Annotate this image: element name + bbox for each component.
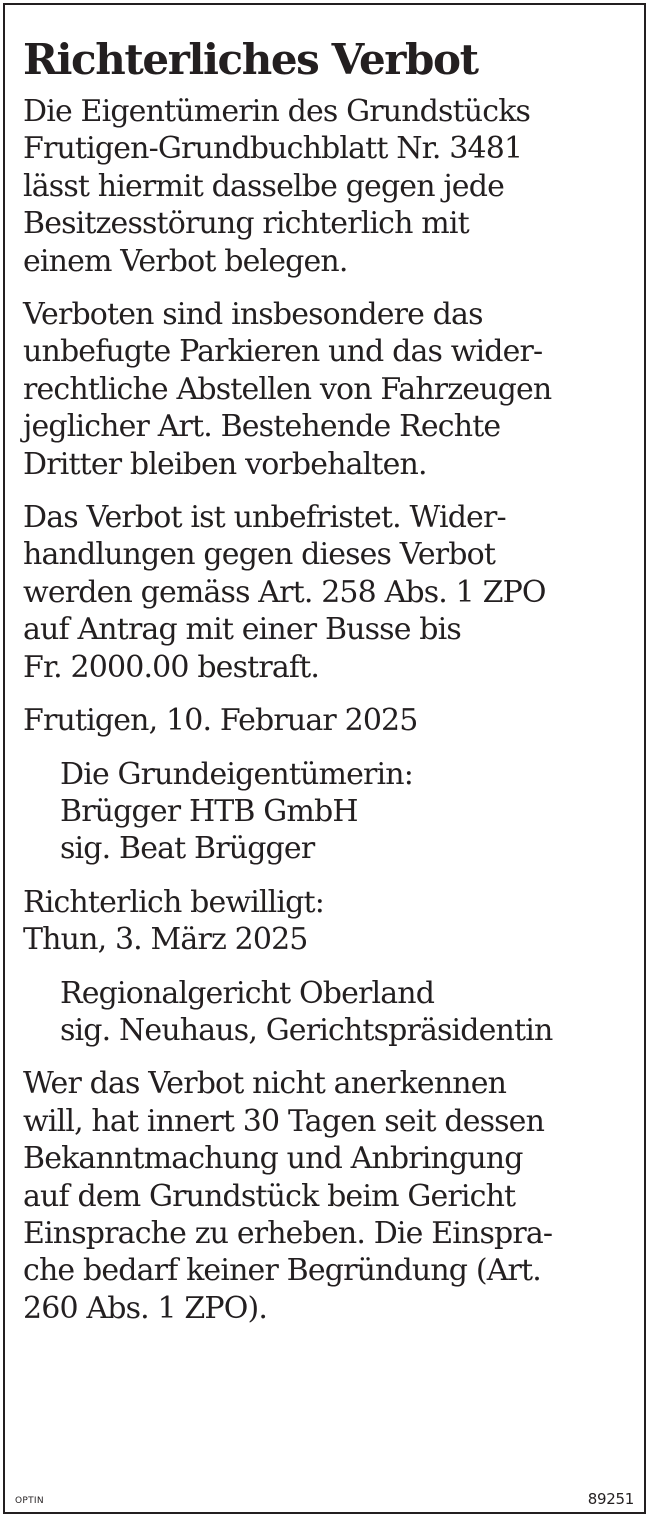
notice-body xyxy=(23,35,634,1343)
paragraph-line: Dritter bleiben vorbehalten. xyxy=(23,446,427,482)
paragraph xyxy=(23,975,634,1050)
paragraph xyxy=(23,884,634,959)
paragraph-line: jeglicher Art. Bestehende Rechte xyxy=(23,409,501,445)
paragraph xyxy=(23,296,634,483)
paragraph-line: auf dem Grundstück beim Gericht xyxy=(23,1178,516,1214)
paragraph-line: Bekanntmachung und Anbringung xyxy=(23,1141,523,1177)
paragraph-line: rechtliche Abstellen von Fahrzeugen xyxy=(23,371,552,407)
paragraph-line: lässt hiermit dasselbe gegen jede xyxy=(23,168,504,204)
paragraph-line: Die Grundeigentümerin: xyxy=(60,756,413,792)
footer-right-number: 89251 xyxy=(587,1490,634,1508)
paragraph-line: Verboten sind insbesondere das xyxy=(23,297,483,333)
paragraph-line: Fr. 2000.00 bestraft. xyxy=(23,649,320,685)
paragraph-line: Frutigen-Grundbuchblatt Nr. 3481 xyxy=(23,131,523,167)
paragraph xyxy=(23,1065,634,1327)
paragraph-line: handlungen gegen dieses Verbot xyxy=(23,537,496,573)
paragraph-line: sig. Neuhaus, Gerichtspräsidentin xyxy=(60,1012,553,1048)
notice-paragraphs xyxy=(23,93,634,1327)
paragraph-line: einem Verbot belegen. xyxy=(23,243,348,279)
legal-notice xyxy=(3,3,646,1514)
paragraph-line: Einsprache zu erheben. Die Einspra- xyxy=(23,1215,553,1251)
paragraph-line: will, hat innert 30 Tagen seit dessen xyxy=(23,1103,545,1139)
paragraph-line: sig. Beat Brügger xyxy=(60,831,315,867)
paragraph-line: Besitzesstörung richterlich mit xyxy=(23,206,469,242)
paragraph xyxy=(23,499,634,686)
paragraph-line: Brügger HTB GmbH xyxy=(60,793,358,829)
paragraph-line: werden gemäss Art. 258 Abs. 1 ZPO xyxy=(23,574,546,610)
paragraph-line: che bedarf keiner Begründung (Art. xyxy=(23,1253,541,1289)
footer-left-label: OPTIN xyxy=(15,1496,44,1506)
paragraph-line: Thun, 3. März 2025 xyxy=(23,922,308,958)
paragraph-line: Regionalgericht Oberland xyxy=(60,975,435,1011)
notice-title: Richterliches Verbot xyxy=(23,35,478,84)
paragraph-line: auf Antrag mit einer Busse bis xyxy=(23,612,461,648)
paragraph xyxy=(23,702,634,739)
paragraph-line: 260 Abs. 1 ZPO). xyxy=(23,1290,268,1326)
paragraph-line: Frutigen, 10. Februar 2025 xyxy=(23,703,418,739)
paragraph-line: unbefugte Parkieren und das wider- xyxy=(23,334,543,370)
paragraph-line: Das Verbot ist unbefristet. Wider- xyxy=(23,500,506,536)
paragraph-line: Richterlich bewilligt: xyxy=(23,884,324,920)
paragraph xyxy=(23,756,634,868)
paragraph-line: Die Eigentümerin des Grundstücks xyxy=(23,94,531,129)
paragraph-line: Wer das Verbot nicht anerkennen xyxy=(23,1066,507,1102)
paragraph xyxy=(23,93,634,280)
